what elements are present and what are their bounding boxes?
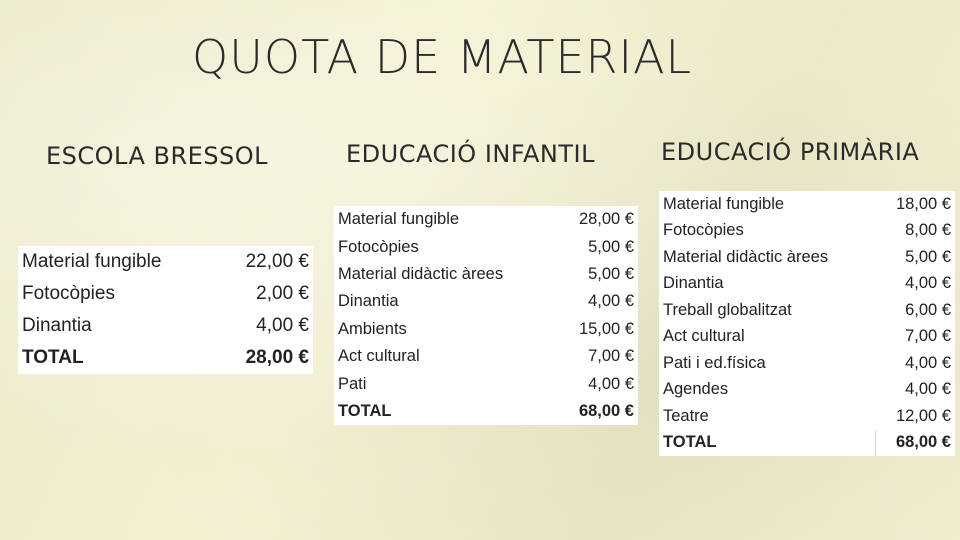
row-value: 15,00 € [578,319,634,338]
row-value: 8,00 € [905,221,951,240]
row-label: Dinantia [663,274,724,293]
row-label: Material didàctic àrees [338,264,504,283]
total-label: TOTAL [663,433,717,452]
table-row [334,233,638,260]
row-value: 22,00 € [245,251,309,272]
heading-educacio-infantil: EDUCACIÓ INFANTIL [346,140,595,168]
table-educacio-infantil [334,206,638,425]
total-row [334,398,638,425]
total-label: TOTAL [338,401,392,420]
table-row [659,218,955,245]
row-value: 4,00 € [905,353,951,372]
table-row [659,244,955,271]
row-label: Pati i ed.física [663,353,766,372]
table-row [18,246,313,278]
table-row [334,316,638,343]
row-label: Material fungible [663,194,785,213]
row-label: Fotocòpies [663,221,744,240]
row-value: 4,00 € [905,274,951,293]
total-label: TOTAL [22,347,84,368]
table-row [659,377,955,404]
table-row [334,288,638,315]
row-label: Dinantia [338,292,399,311]
table-row [334,261,638,288]
row-label: Ambients [338,319,407,338]
table-row [659,350,955,377]
row-value: 5,00 € [588,264,634,283]
row-label: Treball globalitzat [663,300,792,319]
row-value: 5,00 € [588,237,634,256]
row-label: Fotocòpies [22,283,115,304]
row-label: Material fungible [338,210,460,229]
table-row [18,278,313,310]
row-label: Material didàctic àrees [663,247,829,266]
row-value: 4,00 € [588,292,634,311]
table-row [659,403,955,430]
row-value: 2,00 € [256,283,309,304]
row-label: Teatre [663,406,709,425]
row-value: 28,00 € [578,210,634,229]
total-value: 68,00 € [875,430,955,457]
row-value: 4,00 € [256,315,309,336]
table-row [659,191,955,218]
row-label: Dinantia [22,315,92,336]
total-row [18,342,313,374]
row-label: Act cultural [338,347,420,366]
total-value: 28,00 € [245,347,309,368]
row-value: 7,00 € [588,347,634,366]
row-label: Act cultural [663,327,745,346]
table-educacio-primaria [659,191,955,456]
row-value: 6,00 € [905,300,951,319]
table-row [334,206,638,233]
table-row [659,297,955,324]
row-label: Pati [338,374,367,393]
row-value: 4,00 € [588,374,634,393]
row-value: 18,00 € [895,194,951,213]
table-row [659,324,955,351]
page-title: QUOTA DE MATERIAL [192,30,693,84]
total-row [659,430,955,457]
table-row [659,271,955,298]
row-value: 5,00 € [905,247,951,266]
heading-educacio-primaria: EDUCACIÓ PRIMÀRIA [661,138,920,166]
total-value: 68,00 € [578,401,634,420]
row-value: 4,00 € [905,380,951,399]
heading-escola-bressol: ESCOLA BRESSOL [46,142,269,170]
row-label: Fotocòpies [338,237,419,256]
row-value: 12,00 € [895,406,951,425]
row-value: 7,00 € [905,327,951,346]
row-label: Material fungible [22,251,162,272]
table-row [18,310,313,342]
table-row [334,370,638,397]
table-escola-bressol [18,246,313,374]
row-label: Agendes [663,380,729,399]
table-row [334,343,638,370]
